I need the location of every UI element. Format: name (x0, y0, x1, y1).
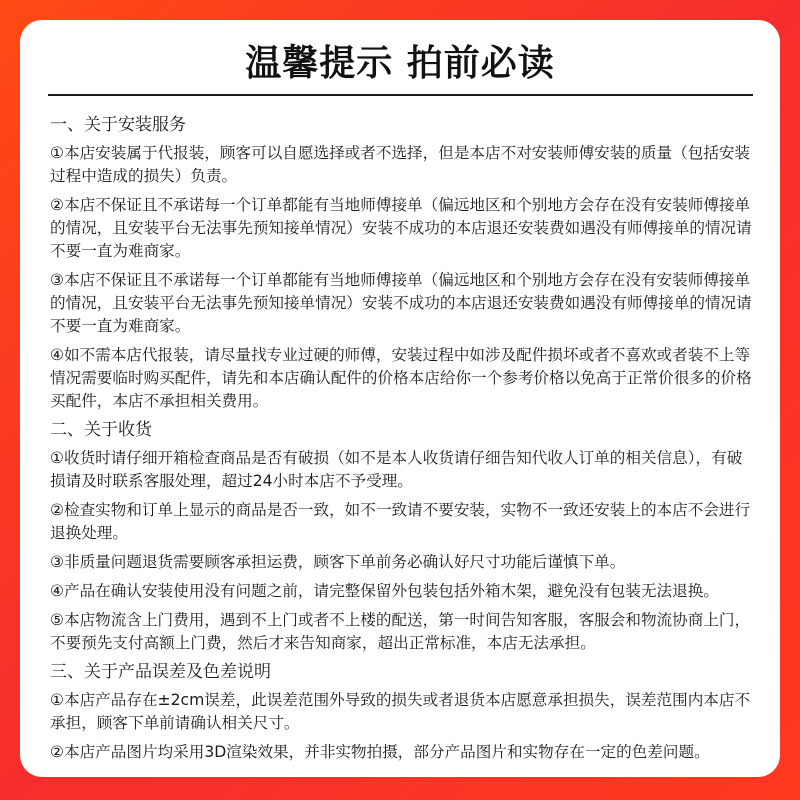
list-item: ④如不需本店代报装，请尽量找专业过硬的师傅，安装过程中如涉及配件损坏或者不喜欢或者装不上等情况需要临时购买配件，请先和本店确认配件的价格本店给你一个参考价格以免高于正常价很多的价格买配件，本店不承担相关费用。 (50, 346, 752, 410)
section-installation (50, 114, 756, 413)
section-receiving (50, 419, 756, 655)
list-item: ①本店产品存在±2cm误差，此误差范围外导致的损失或者退货本店愿意承担损失，误差范围内本店不承担，顾客下单前请确认相关尺寸。 (50, 691, 751, 732)
list-item: ②本店不保证且不承诺每一个订单都能有当地师傅接单（偏远地区和个别地方会存在没有安装师傅接单的情况，且安装平台无法事先预知接单情况）安装不成功的本店退还安装费如遇没有师傅接单的情况请不要一直为难商家。 (50, 196, 752, 260)
list-item: ②本店产品图片均采用3D渲染效果，并非实物拍摄，部分产品图片和实物存在一定的色差问题。 (50, 743, 710, 761)
section-tolerance (50, 661, 756, 764)
list-item: ③非质量问题退货需要顾客承担运费，顾客下单前务必确认好尺寸功能后谨慎下单。 (50, 553, 626, 571)
list-item: ①本店安装属于代报装，顾客可以自愿选择或者不选择，但是本店不对安装师傅安装的质量（包括安装过程中造成的损失）负责。 (50, 144, 751, 185)
list-item: ④产品在确认安装使用没有问题之前，请完整保留外包装包括外箱木架，避免没有包装无法退换。 (50, 582, 719, 600)
list-item: ①收货时请仔细开箱检查商品是否有破损（如不是本人收货请仔细告知代收人订单的相关信息），有破损请及时联系客服处理，超过24小时本店不予受理。 (50, 449, 743, 490)
section-heading: 二、关于收货 (50, 420, 152, 440)
list-item: ⑤本店物流含上门费用，遇到不上门或者不上楼的配送，第一时间告知客服，客服会和物流协商上门，不要预先支付高额上门费，然后才来告知商家，超出正常标准，本店无法承担。 (50, 611, 751, 652)
section-heading: 一、关于安装服务 (50, 115, 186, 135)
section-heading: 三、关于产品误差及色差说明 (50, 662, 271, 682)
list-item: ②检查实物和订单上显示的商品是否一致，如不一致请不要安装，实物不一致还安装上的本店不会进行退换处理。 (50, 501, 751, 542)
title-divider (48, 94, 753, 96)
list-item: ③本店不保证且不承诺每一个订单都能有当地师傅接单（偏远地区和个别地方会存在没有安装师傅接单的情况，且安装平台无法事先预知接单情况）安装不成功的本店退还安装费如遇没有师傅接单的情况请不要一直为难商家。 (50, 271, 752, 335)
notice-content (50, 114, 756, 770)
page-title: 温馨提示 拍前必读 (245, 43, 555, 84)
